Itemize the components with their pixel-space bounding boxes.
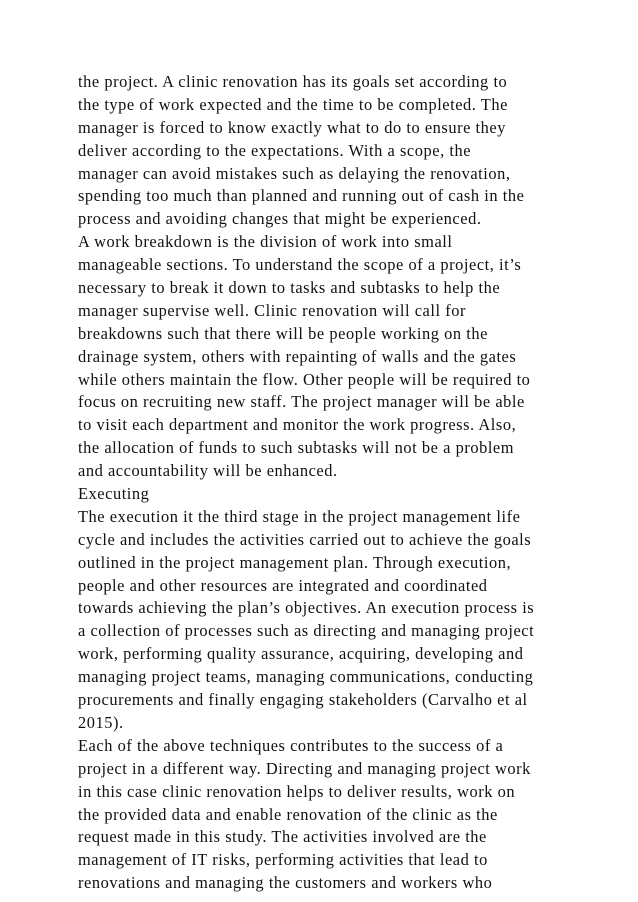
- text-line: to visit each department and monitor the work progress. Also,: [78, 415, 517, 435]
- text-line: focus on recruiting new staff. The project manager will be able: [78, 392, 525, 412]
- text-line: management of IT risks, performing activities that lead to: [78, 850, 488, 870]
- text-line: outlined in the project management plan. Through execution,: [78, 552, 512, 572]
- text-line: people and other resources are integrated and coordinated: [78, 575, 488, 595]
- text-line: process and avoiding changes that might be experienced.: [78, 209, 482, 229]
- text-line: work, performing quality assurance, acquiring, developing and: [78, 644, 524, 664]
- text-line: manager can avoid mistakes such as delaying the renovation,: [78, 163, 511, 183]
- text-line: 2015).: [78, 712, 124, 732]
- text-line: breakdowns such that there will be people working on the: [78, 323, 488, 343]
- text-line: manager supervise well. Clinic renovation will call for: [78, 300, 467, 320]
- text-line: necessary to break it down to tasks and subtasks to help the: [78, 278, 501, 298]
- text-line: in this case clinic renovation helps to deliver results, work on: [78, 781, 516, 801]
- text-line: towards achieving the plan’s objectives. An execution process is: [78, 598, 535, 618]
- text-line: a collection of processes such as directing and managing project: [78, 621, 535, 641]
- text-line: The execution it the third stage in the project management life: [78, 506, 521, 526]
- text-line: request made in this study. The activities involved are the: [78, 827, 487, 847]
- text-line: Each of the above techniques contributes to the success of a: [78, 735, 504, 755]
- body-text: [78, 71, 618, 895]
- text-line: while others maintain the flow. Other people will be required to: [78, 369, 531, 389]
- text-line: manager is forced to know exactly what to do to ensure they: [78, 117, 506, 137]
- text-line: project in a different way. Directing and managing project work: [78, 758, 531, 778]
- text-line: the project. A clinic renovation has its goals set according to: [78, 72, 508, 91]
- text-line: managing project teams, managing communications, conducting: [78, 667, 534, 687]
- text-line: A work breakdown is the division of work into small: [78, 232, 453, 252]
- text-line: drainage system, others with repainting of walls and the gates: [78, 346, 517, 366]
- text-line: and accountability will be enhanced.: [78, 461, 338, 481]
- text-line: procurements and finally engaging stakeholders (Carvalho et al: [78, 690, 528, 710]
- section-heading: Executing: [78, 484, 150, 504]
- text-line: spending too much than planned and running out of cash in the: [78, 186, 525, 206]
- text-line: manageable sections. To understand the scope of a project, it’s: [78, 255, 522, 275]
- text-line: the allocation of funds to such subtasks will not be a problem: [78, 438, 515, 458]
- text-line: the provided data and enable renovation of the clinic as the: [78, 804, 498, 824]
- text-line: cycle and includes the activities carried out to achieve the goals: [78, 529, 532, 549]
- text-line: the type of work expected and the time to be completed. The: [78, 94, 508, 114]
- text-line: deliver according to the expectations. With a scope, the: [78, 140, 472, 160]
- text-line: renovations and managing the customers and workers who: [78, 873, 493, 893]
